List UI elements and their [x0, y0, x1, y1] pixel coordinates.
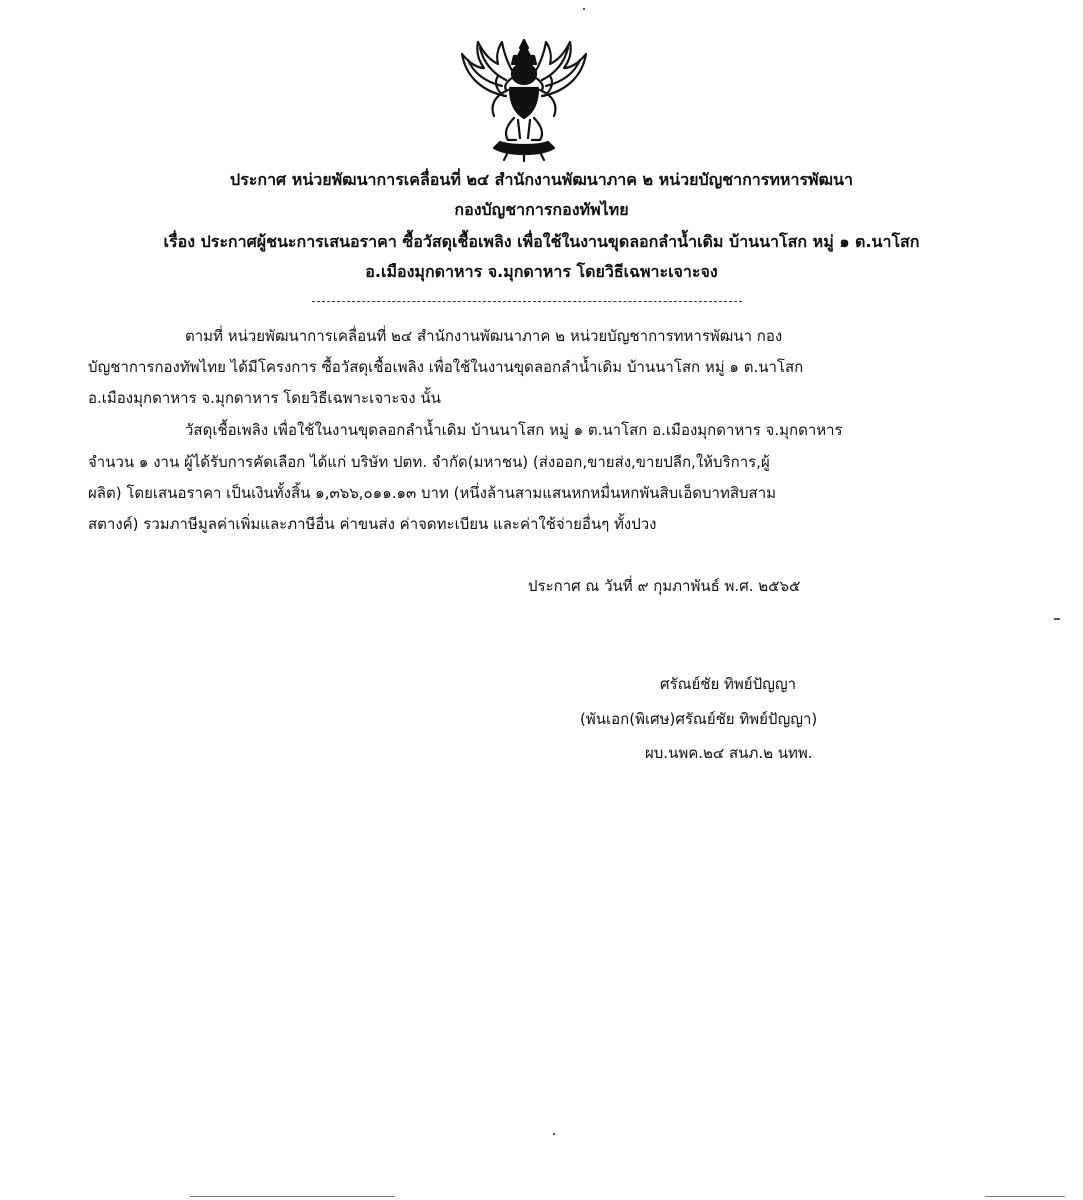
paragraph-2-line-3: ผลิต) โดยเสนอราคา เป็นเงินทั้งสิ้น ๑,๓๖๖,๐๑๑.๑๓ บาท (หนึ่งล้านสามแสนหกหมื่นหกพันสิบเอ็ดบาทสิบสาม — [88, 484, 777, 502]
scan-edge-line — [985, 1196, 1065, 1197]
scan-speck — [553, 1133, 555, 1135]
subject-line-1: เรื่อง ประกาศผู้ชนะการเสนอราคา ซื้อวัสดุเชื้อเพลิง เพื่อใช้ในงานขุดลอกลำน้ำเดิม บ้านนาโสก หมู่ ๑ ต.นาโสก — [163, 232, 920, 251]
announcement-title-line-2: กองบัญชาการกองทัพไทย — [454, 200, 629, 219]
paragraph-1-line-1: ตามที่ หน่วยพัฒนาการเคลื่อนที่ ๒๔ สำนักงานพัฒนาภาค ๒ หน่วยบัญชาการทหารพัฒนา กอง — [185, 327, 783, 345]
paragraph-2-line-2: จำนวน ๑ งาน ผู้ได้รับการคัดเลือก ได้แก่ บริษัท ปตท. จำกัด(มหาชน) (ส่งออก,ขายส่ง,ขายปลีก,ให้บริการ,ผู้ — [88, 453, 770, 471]
signatory-full-name: (พันเอก(พิเศษ)ศรัณย์ชัย ทิพย์ปัญญา) — [580, 710, 818, 728]
paragraph-2-line-1: วัสดุเชื้อเพลิง เพื่อใช้ในงานขุดลอกลำน้ำเดิม บ้านนาโสก หมู่ ๑ ต.นาโสก อ.เมืองมุกดาหาร จ.มุกดาหาร — [185, 421, 843, 439]
scan-speck — [1054, 618, 1060, 620]
subject-line-2: อ.เมืองมุกดาหาร จ.มุกดาหาร โดยวิธีเฉพาะเจาะจง — [365, 262, 718, 281]
announcement-date: ประกาศ ณ วันที่ ๙ กุมภาพันธ์ พ.ศ. ๒๕๖๕ — [528, 577, 801, 595]
announcement-title-line-1: ประกาศ หน่วยพัฒนาการเคลื่อนที่ ๒๔ สำนักงานพัฒนาภาค ๒ หน่วยบัญชาการทหารพัฒนา — [230, 170, 853, 189]
paragraph-1-line-3: อ.เมืองมุกดาหาร จ.มุกดาหาร โดยวิธีเฉพาะเจาะจง นั้น — [88, 389, 441, 407]
paragraph-2-line-4: สตางค์) รวมภาษีมูลค่าเพิ่มและภาษีอื่น ค่าขนส่ง ค่าจดทะเบียน และค่าใช้จ่ายอื่นๆ ทั้งปวง — [88, 515, 657, 533]
scan-edge-line — [190, 1196, 395, 1197]
signature-name: ศรัณย์ชัย ทิพย์ปัญญา — [660, 675, 797, 693]
scan-speck — [583, 8, 585, 10]
signatory-position: ผบ.นพค.๒๔ สนภ.๒ นทพ. — [645, 744, 813, 762]
paragraph-1-line-2: บัญชาการกองทัพไทย ได้มีโครงการ ซื้อวัสดุเชื้อเพลิง เพื่อใช้ในงานขุดลอกลำน้ำเดิม บ้านนาโสก หมู่ ๑ ต.นาโสก — [88, 358, 804, 376]
header-divider — [312, 301, 742, 302]
garuda-emblem-icon — [444, 34, 604, 162]
